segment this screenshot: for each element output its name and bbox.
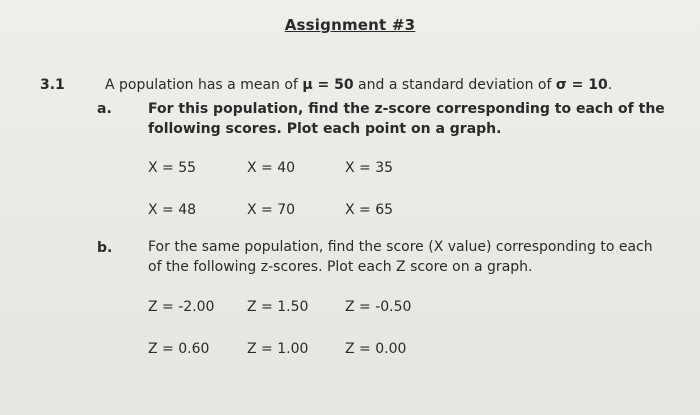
- part-a-letter: a.: [97, 101, 112, 117]
- stem-end: .: [607, 77, 613, 93]
- page-title: Assignment #3: [284, 16, 416, 34]
- part-b-letter: b.: [97, 240, 113, 256]
- score-value: X = 70: [247, 202, 296, 218]
- stem-std-dev: σ = 10: [555, 77, 608, 93]
- z-score-value: Z = 1.00: [247, 341, 309, 357]
- part-b-instructions: [148, 237, 653, 277]
- stem-mean: μ = 50: [302, 77, 354, 93]
- z-score-value: Z = -2.00: [148, 299, 215, 315]
- part-a-line-1: For this population, find the z-score corresponding to each of the: [148, 101, 665, 117]
- stem-prefix: A population has a mean of: [105, 77, 303, 93]
- question-number: 3.1: [40, 77, 65, 93]
- part-a-instructions: [148, 99, 665, 139]
- score-value: X = 35: [345, 160, 394, 176]
- score-value: X = 65: [345, 202, 394, 218]
- z-score-value: Z = 0.60: [148, 341, 210, 357]
- z-score-value: Z = 0.00: [345, 341, 407, 357]
- z-score-value: Z = 1.50: [247, 299, 309, 315]
- part-b-line-2: of the following z-scores. Plot each Z score on a graph.: [148, 259, 533, 275]
- question-stem: [105, 77, 612, 93]
- score-value: X = 40: [247, 160, 296, 176]
- part-b-line-1: For the same population, find the score (X value) corresponding to each: [148, 239, 653, 255]
- z-score-value: Z = -0.50: [345, 299, 412, 315]
- part-a-line-2: following scores. Plot each point on a graph.: [148, 121, 502, 137]
- score-value: X = 48: [148, 202, 197, 218]
- stem-middle: and a standard deviation of: [353, 77, 556, 93]
- score-value: X = 55: [148, 160, 197, 176]
